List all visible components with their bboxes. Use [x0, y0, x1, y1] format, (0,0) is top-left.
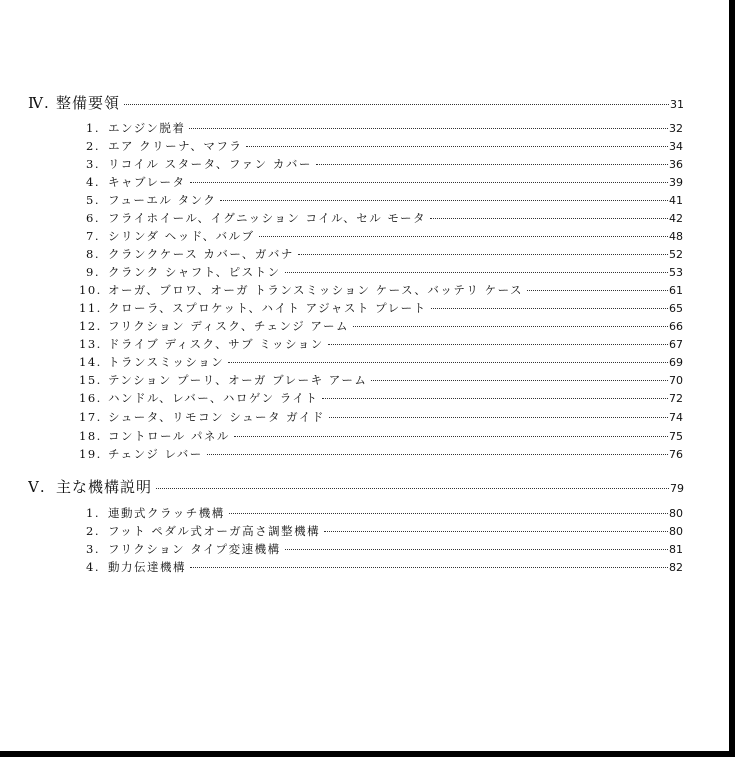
dot-leader — [234, 436, 668, 437]
section-number: Ⅳ. — [28, 94, 50, 112]
item-number: 1. — [86, 121, 100, 135]
item-title: ドライブ ディスク、サブ ミッション — [108, 337, 324, 351]
item-number: 3. — [86, 157, 100, 171]
section-number: Ⅴ. — [28, 478, 46, 496]
item-title: フリクション ディスク、チェンジ アーム — [108, 319, 350, 333]
toc-section-5 — [28, 476, 684, 497]
item-title: エンジン脱着 — [108, 121, 186, 135]
item-page-number: 72 — [669, 392, 683, 405]
item-title: チェンジ レバー — [108, 447, 203, 461]
toc-item — [86, 138, 683, 154]
toc-item — [86, 174, 683, 190]
item-title: オーガ、ブロワ、オーガ トランスミッション ケース、バッテリ ケース — [108, 283, 524, 297]
item-title: クローラ、スプロケット、ハイト アジャスト プレート — [108, 301, 427, 315]
item-title: テンション プーリ、オーガ ブレーキ アーム — [108, 373, 368, 387]
item-title: フット ペダル式オーガ高さ調整機構 — [108, 524, 321, 538]
item-title: フリクション タイプ変速機構 — [108, 542, 281, 556]
item-title: シリンダ ヘッド、バルブ — [108, 229, 255, 243]
dot-leader — [430, 218, 668, 219]
item-number: 2. — [86, 524, 100, 538]
item-number: 14. — [79, 355, 102, 369]
toc-item — [86, 264, 683, 280]
toc-item — [86, 505, 683, 521]
item-page-number: 34 — [669, 140, 683, 153]
item-number: 9. — [86, 265, 100, 279]
toc-item — [79, 372, 683, 388]
dot-leader — [190, 182, 668, 183]
toc-item — [86, 559, 683, 575]
item-title: クランクケース カバー、ガバナ — [108, 247, 294, 261]
item-title: エア クリーナ、マフラ — [108, 139, 243, 153]
dot-leader — [371, 380, 668, 381]
item-page-number: 80 — [669, 525, 683, 538]
item-title: キャブレータ — [108, 175, 186, 189]
item-title: フライホイール、イグニッション コイル、セル モータ — [108, 211, 426, 225]
dot-leader — [220, 200, 668, 201]
item-page-number: 70 — [669, 374, 683, 387]
toc-item — [79, 300, 683, 316]
item-title: リコイル スタータ、ファン カバー — [108, 157, 312, 171]
dot-leader — [527, 290, 668, 291]
item-number: 4. — [86, 560, 100, 574]
item-title: フューエル タンク — [108, 193, 217, 207]
section-page-number: 31 — [670, 98, 684, 111]
item-number: 4. — [86, 175, 100, 189]
item-page-number: 41 — [669, 194, 683, 207]
item-page-number: 75 — [669, 430, 683, 443]
dot-leader — [285, 272, 668, 273]
toc-item — [79, 282, 683, 298]
item-number: 10. — [79, 283, 102, 297]
toc-item — [86, 541, 683, 557]
item-number: 2. — [86, 139, 100, 153]
item-number: 12. — [79, 319, 102, 333]
item-title: クランク シャフト、ピストン — [108, 265, 281, 279]
item-page-number: 39 — [669, 176, 683, 189]
dot-leader — [285, 549, 668, 550]
item-page-number: 81 — [669, 543, 683, 556]
dot-leader — [189, 128, 668, 129]
toc-item — [86, 228, 683, 244]
toc-item — [86, 156, 683, 172]
item-number: 1. — [86, 506, 100, 520]
item-page-number: 74 — [669, 411, 683, 424]
item-page-number: 69 — [669, 356, 683, 369]
item-page-number: 65 — [669, 302, 683, 315]
item-number: 18. — [79, 429, 102, 443]
item-title: トランスミッション — [108, 355, 225, 369]
dot-leader — [190, 567, 668, 568]
dot-leader — [246, 146, 668, 147]
dot-leader — [156, 488, 669, 489]
dot-leader — [328, 344, 668, 345]
dot-leader — [228, 362, 668, 363]
toc-item — [86, 192, 683, 208]
toc-item — [86, 120, 683, 136]
item-page-number: 32 — [669, 122, 683, 135]
item-page-number: 61 — [669, 284, 683, 297]
toc-item — [86, 523, 683, 539]
dot-leader — [324, 531, 668, 532]
toc-section-4 — [28, 92, 684, 113]
toc-item — [86, 246, 683, 262]
dot-leader — [353, 326, 668, 327]
toc-item — [79, 318, 683, 334]
item-number: 5. — [86, 193, 100, 207]
section-title: 主な機構説明 — [56, 478, 153, 496]
toc-item — [79, 409, 683, 425]
section-title: 整備要領 — [56, 94, 121, 112]
dot-leader — [298, 254, 668, 255]
page-edge-right — [729, 0, 735, 757]
page-edge-bottom — [0, 751, 735, 757]
item-page-number: 52 — [669, 248, 683, 261]
item-number: 7. — [86, 229, 100, 243]
dot-leader — [322, 398, 668, 399]
dot-leader — [124, 104, 669, 105]
item-page-number: 67 — [669, 338, 683, 351]
dot-leader — [229, 513, 668, 514]
item-number: 17. — [79, 410, 102, 424]
item-page-number: 80 — [669, 507, 683, 520]
item-page-number: 66 — [669, 320, 683, 333]
item-page-number: 76 — [669, 448, 683, 461]
toc-item — [79, 390, 683, 406]
item-title: ハンドル、レバー、ハロゲン ライト — [108, 391, 319, 405]
item-title: コントロール パネル — [108, 429, 230, 443]
item-number: 6. — [86, 211, 100, 225]
item-number: 13. — [79, 337, 102, 351]
item-number: 19. — [79, 447, 102, 461]
item-page-number: 82 — [669, 561, 683, 574]
toc-item — [79, 336, 683, 352]
item-title: 動力伝達機構 — [108, 560, 186, 574]
item-number: 16. — [79, 391, 102, 405]
dot-leader — [316, 164, 668, 165]
dot-leader — [207, 454, 668, 455]
item-page-number: 48 — [669, 230, 683, 243]
section-page-number: 79 — [670, 482, 684, 495]
toc-item — [79, 428, 683, 444]
item-number: 8. — [86, 247, 100, 261]
dot-leader — [329, 417, 668, 418]
dot-leader — [431, 308, 668, 309]
dot-leader — [259, 236, 668, 237]
toc-item — [79, 446, 683, 462]
item-number: 15. — [79, 373, 102, 387]
item-number: 11. — [79, 301, 102, 315]
item-number: 3. — [86, 542, 100, 556]
toc-item — [79, 354, 683, 370]
item-page-number: 53 — [669, 266, 683, 279]
item-title: シュータ、リモコン シュータ ガイド — [108, 410, 325, 424]
item-page-number: 42 — [669, 212, 683, 225]
item-title: 連動式クラッチ機構 — [108, 506, 225, 520]
toc-item — [86, 210, 683, 226]
item-page-number: 36 — [669, 158, 683, 171]
